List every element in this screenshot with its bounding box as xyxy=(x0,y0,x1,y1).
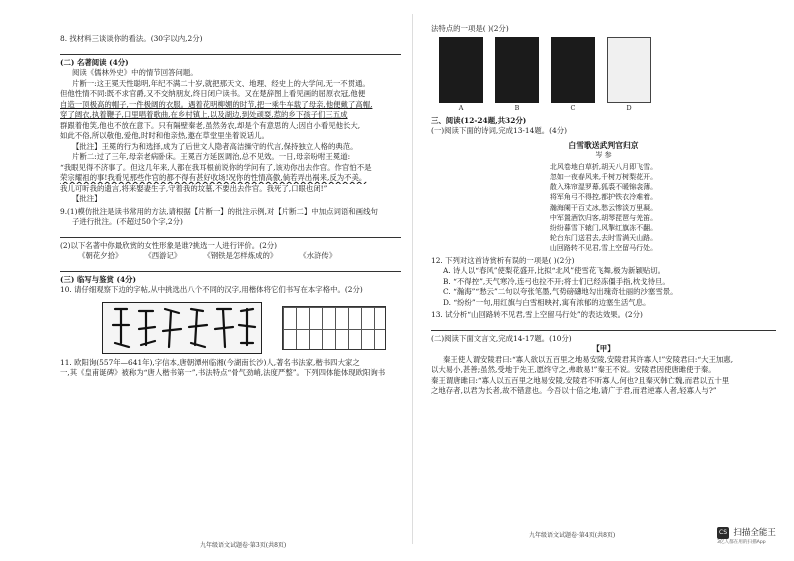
copybook-area xyxy=(102,302,401,354)
question-13: 13. 试分析“山回路转不见君,雪上空留马行处”的表达效果。(2分) xyxy=(431,310,643,320)
section-2-title: (二) 名著阅读 (4分) xyxy=(60,57,129,67)
book-option: 《西游记》 xyxy=(144,251,182,261)
option-b[interactable] xyxy=(495,37,539,113)
passage-1-line: 片断一:这王冕天性聪明,年纪不满二十岁,就把那天文、地理、经史上的大学问,无一不贯通。 xyxy=(72,78,370,88)
question-11: 11. 欧阳询(557年—641年),字信本,唐朝潭州临湘(今湖南长沙)人,著名书法家,楷书四大家之 xyxy=(60,357,360,367)
passage-2-line: 片断二:过了三年,母亲老病卧床。王冕百方延医调治,总不见效。一日,母亲吩咐王冕道: xyxy=(72,152,351,162)
option-a[interactable] xyxy=(439,37,483,113)
passage-2-line: 我儿可听我的遗言,将来娶妻生子,守着我的坟墓,不要出去作官。我死了,口眼也闭!” xyxy=(60,183,328,193)
calligraphy-b-image xyxy=(495,37,539,103)
passage-1-line: 自造一顶极高的帽子,一件极阔的衣服。遇着花明柳媚的时节,把一乘牛车载了母亲,他便戴了高帽, xyxy=(60,99,373,109)
scanner-watermark xyxy=(717,527,792,547)
option-label: C xyxy=(570,103,576,112)
poem-title: 白雪歌送武判官归京 xyxy=(568,140,639,150)
poem-line: 山回路转不见君,雪上空留马行处。 xyxy=(549,244,658,253)
question-9-1: 9.(1)模仿批注是读书常用的方法,请根据【片断一】的批注示例,对【片断二】中加点词语和画线句 xyxy=(60,206,378,216)
camscanner-logo-icon: CS xyxy=(717,527,729,539)
poem-body xyxy=(431,162,776,254)
calligraphy-d-image xyxy=(607,37,651,103)
poem-line: 将军角弓不得控,都护铁衣冷难着。 xyxy=(549,193,658,202)
poem-line: 瀚海阑干百丈冰,愁云惨淡万里凝。 xyxy=(549,203,658,212)
book-option: 《水浒传》 xyxy=(299,251,337,261)
book-option: 《钢铁是怎样炼成的》 xyxy=(203,251,278,261)
option-c[interactable] xyxy=(551,37,595,113)
section-2-intro: 阅读《儒林外史》中的情节回答问题。 xyxy=(72,68,198,78)
passage-2 xyxy=(60,152,401,194)
answer-line[interactable] xyxy=(431,323,776,331)
passage-1-line: 如此不俗,所以敬他,爱他,时时和他亲热,邀在草堂里坐着说话儿。 xyxy=(60,131,269,141)
passage-2-line: 荣宗耀祖的事!我看见那些作官的都不得有甚好收场!况你的性情高傲,倘若弄出祸来,反为不美。 xyxy=(60,173,367,183)
question-12-option[interactable]: A. 诗人以“春风”使梨花盛开,比拟“北风”使雪花飞舞,极为新颖贴切。 xyxy=(443,266,666,276)
poem-line: 轮台东门送君去,去时雪满天山路。 xyxy=(549,234,658,243)
question-11-cont: 一,其《皇甫诞碑》被称为“唐人楷书第一”,书法特点“骨气劲峭,法度严整”。下列四体能体现欧阳询书 xyxy=(60,368,386,378)
option-d[interactable] xyxy=(607,37,651,113)
passage-1-line: 穿了阔衣,执着鞭子,口里唱着歌曲,在乡村镇上,以及湖边,到处顽耍,惹的乡下孩子们三五成 xyxy=(60,110,348,120)
question-9-2: (2)以下名著中你最欣赏的女性形象是谁?挑选一人进行评价。(2分) xyxy=(60,240,278,250)
part-3-title: 三、阅读(12-24题,共32分) xyxy=(431,115,527,125)
passage-1-annotation: 【批注】王冕的行为和选择,成为了后世文人隐者高洁操守的代言,保持独立人格的典范。 xyxy=(72,141,358,151)
scanner-app-name: 扫描全能王 xyxy=(733,528,776,538)
writing-grid[interactable] xyxy=(282,306,386,350)
calligraphy-options xyxy=(439,37,776,113)
passage-jia-label: 【甲】 xyxy=(592,344,615,354)
page-footer: 九年级语文试题卷·第4页(共8页) xyxy=(529,532,616,539)
question-12-option[interactable]: D. “纷纷”一句,用红旗与白雪相映衬,寓有浓郁的边塞生活气息。 xyxy=(443,297,651,307)
question-12-option[interactable]: C. “瀚海”“愁云”二句以夸张笔墨,气势磅礴地勾出瑰奇壮丽的沙塞雪景。 xyxy=(443,287,678,297)
sub-1-title: (一)阅读下面的诗词,完成13-14题。(4分) xyxy=(431,126,567,136)
calligraphy-sample-image xyxy=(102,302,262,354)
question-12-option[interactable]: B. “不得控”,天气寒冷,连弓也拉不开;将士们已经冻僵手指,枕戈待旦。 xyxy=(443,276,670,286)
answer-line[interactable] xyxy=(60,230,401,238)
option-label: B xyxy=(514,103,520,112)
classical-text-line: 以大易小,甚善;虽然,受地于先王,愿终守之,弗敢易!”秦王不说。安陵君因使唐雎使于秦。 xyxy=(431,365,716,375)
scanner-tagline: 3亿人都在用的扫描App xyxy=(717,540,766,546)
question-9-1-cont: 子进行批注。(不超过50个字,2分) xyxy=(72,217,183,227)
poem-author: 岑 参 xyxy=(595,150,612,159)
poem-line: 中军置酒饮归客,胡琴琵琶与羌笛。 xyxy=(549,213,658,222)
answer-line[interactable] xyxy=(60,47,401,55)
classical-text-line: 秦王使人谓安陵君曰:“寡人欲以五百里之地易安陵,安陵君其许寡人!”安陵君曰:“大王加惠, xyxy=(443,354,734,364)
classical-text-line: 之地存者,以君为长者,故不错意也。今吾以十倍之地,请广于君,而君逆寡人者,轻寡人与?” xyxy=(431,386,717,396)
poem-line: 纷纷暮雪下辕门,风掣红旗冻不翻。 xyxy=(549,223,658,232)
answer-line[interactable] xyxy=(60,264,401,272)
question-11-tail: 法特点的一项是( )(2分) xyxy=(431,24,509,33)
right-page xyxy=(415,0,794,561)
calligraphy-c-image xyxy=(551,37,595,103)
question-12: 12. 下列对这首诗赏析有误的一项是( )(2分) xyxy=(431,255,575,265)
poem-line: 散入珠帘湿罗幕,狐裘不暖锦衾薄。 xyxy=(549,183,658,192)
classical-text-line: 秦王谓唐雎曰:“寡人以五百里之地易安陵,安陵君不听寡人,何也?且秦灭韩亡魏,而君以五十里 xyxy=(431,375,730,385)
passage-2-annotation: 【批注】 xyxy=(72,194,102,204)
passage-2-line: “我眼见得不济事了。但这几年来,人都在我耳根前说你的学问有了,该劝你出去作官。作官怕不是 xyxy=(60,162,372,172)
question-10: 10. 请仔细观察下边的字帖,从中挑选出八个不同的汉字,用楷体将它们书写在本字格中。(2分) xyxy=(60,285,363,295)
book-options xyxy=(60,251,401,262)
page-footer: 九年级语文试题卷·第3页(共8页) xyxy=(200,542,287,549)
question-8: 8. 找材料三谈谈你的看法。(30字以内,2分) xyxy=(60,34,203,43)
calligraphy-a-image xyxy=(439,37,483,103)
calligraphy-strokes-icon xyxy=(103,303,261,353)
passage-1 xyxy=(60,79,401,142)
passage-1-line: 但他性情不同:既不求官爵,又不交纳朋友,终日闭户读书。又在楚辞图上看见画的屈原衣冠,他便 xyxy=(60,89,366,99)
option-label: D xyxy=(626,103,632,112)
poem-line: 北风卷地白草折,胡天八月即飞雪。 xyxy=(549,162,658,171)
option-label: A xyxy=(458,103,464,112)
book-option: 《朝花夕拾》 xyxy=(78,251,123,261)
section-3-title: (三) 临写与鉴赏 (4分) xyxy=(60,274,137,284)
passage-1-line: 群跟着他笑,他也不放在意下。只有隔壁秦老,虽然务农,却是个有意思的人;因自小看见他长大, xyxy=(60,120,361,130)
sub-2-title: (二)阅读下面文言文,完成14-17题。(10分) xyxy=(431,333,572,343)
poem-line: 忽如一夜春风来,千树万树梨花开。 xyxy=(549,172,658,181)
